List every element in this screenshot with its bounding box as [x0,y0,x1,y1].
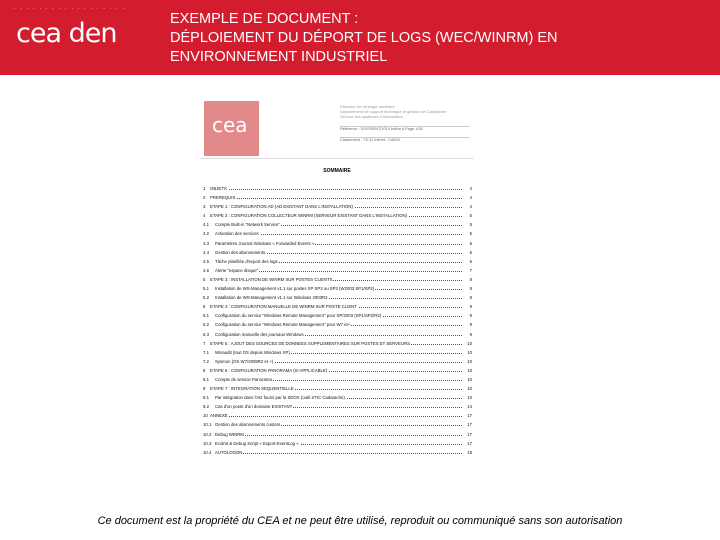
toc-entry [200,293,474,302]
toc-entry [200,330,474,339]
toc-entry-text: Alerte "espace disque" [215,267,259,273]
toc-entry-number: 4.4 [203,249,209,255]
document-cover-header [200,98,474,159]
toc-entry-page: 9 [469,304,472,310]
toc-entry-number: 4 [203,213,206,219]
table-of-contents [200,184,474,457]
toc-entry-page: 10 [467,367,472,373]
toc-entry-number: 4.2 [203,231,209,237]
toc-entry [200,284,474,293]
toc-entry-page: 5 [469,213,472,219]
toc-entry-page: 9 [469,331,472,337]
toc-entry-number: 5 [203,276,206,282]
toc-entry [200,275,474,284]
toc-entry-page: 6 [469,258,472,264]
title-line-3: ENVIRONNEMENT INDUSTRIEL [170,49,388,65]
toc-entry [200,320,474,329]
toc-entry-page: 10 [467,358,472,364]
cover-reference-table [340,126,470,148]
toc-entry [200,229,474,238]
cover-row: Référence : DSI/SSI/NT/2014 Indice A Page 1/18 [340,126,470,137]
toc-entry-number: 1 [203,186,206,191]
title-line-1: EXEMPLE DE DOCUMENT : [170,11,359,27]
toc-entry-number: 8 [203,367,206,373]
cover-row: Classement : TS 41 Intérêt : CADSI [340,137,470,148]
toc-entry-text: Configuration du service "Windows Remote Management" pour XP/2003 (SP1/SP2/R2) [215,313,382,319]
toc-entry-page: 4 [469,195,472,201]
toc-entry-text: PREREQUIS [210,195,236,201]
toc-entry-page: 4 [469,186,472,191]
toc-entry [200,239,474,248]
toc-entry-number: 9 [203,386,206,392]
toc-entry-number: 10.2 [203,431,212,437]
toc-entry-number: 8.1 [203,376,209,382]
toc-entry-number: 4.3 [203,240,209,246]
toc-entry-page: 8 [469,286,472,292]
toc-entry-text: ETAPE 2 : CONFIGURATION COLLECTEUR WINRM (SERVEUR EXISTANT DANS L'INSTALLATION) [210,213,407,219]
toc-entry-page: 14 [467,404,472,410]
toc-entry [200,439,474,448]
toc-entry-text: AUTOLOGON [215,449,243,455]
toc-entry [200,248,474,257]
title-line-2: DÉPLOIEMENT DU DÉPORT DE LOGS (WEC/WINRM) EN [170,30,558,46]
cover-info [340,104,470,119]
cover-logo-text: cea [212,113,248,137]
toc-entry-text: Installation de WS-Management v1.1 sur postes XP SP3 ou SP3 (W2003 SP1/SP2) [215,286,375,292]
toc-entry-text: ETAPE 1 : CONFIGURATION AD (AD EXISTANT DANS L'INSTALLATION) [210,204,353,210]
toc-entry-text: Gestion des abonnements [215,249,266,255]
toc-entry-number: 10.1 [203,422,212,428]
toc-entry-page: 10 [467,349,472,355]
logo-wordmark: cea den [16,18,117,49]
toc-entry-text: Compte de service Panorama [215,376,272,382]
sommaire-title: SOMMAIRE [323,168,351,174]
logo-subtitle: · · · · · · · · · · · · · · · · · · [14,6,126,12]
toc-entry [200,366,474,375]
slide-title [170,10,710,67]
cover-info-line: Direction de l'énergie nucléaire [340,104,395,109]
header-banner [0,0,720,75]
toc-entry-text: ETAPE 6 : CONFIGURATION PANORAMA (SI APPLICABLE) [210,367,328,373]
toc-entry-number: 10.4 [203,449,212,455]
toc-entry-text: OBJETS [210,186,227,191]
toc-entry [200,448,474,457]
toc-entry-text: Cas d'un poste d'un domaine EXISTANT [215,404,293,410]
toc-entry-text: Configuration du service "Windows Remote Management" pour W7 et+ [215,322,351,328]
toc-entry-page: 18 [467,449,472,455]
toc-entry-page: 10 [467,386,472,392]
toc-entry-text: ANNEXE [210,413,228,419]
toc-entry-page: 5 [469,222,472,228]
toc-entry-page: 4 [469,204,472,210]
toc-entry-page: 6 [469,249,472,255]
toc-entry-page: 17 [467,422,472,428]
toc-entry-text: Paramètres Journal Windows « Forwarded Events » [215,240,315,246]
toc-entry-page: 10 [467,340,472,346]
toc-entry-number: 4.1 [203,222,209,228]
toc-entry-text: Winaudit (tout OS depuis Windows XP) [215,349,290,355]
toc-entry-number: 7 [203,340,206,346]
toc-entry [200,202,474,211]
toc-entry-text: Sysmon (OS W7/2008R2 et +) [215,358,274,364]
toc-entry-number: 6.1 [203,313,209,319]
toc-entry [200,311,474,320]
toc-entry-number: 7.2 [203,358,209,364]
toc-entry [200,184,474,193]
toc-entry-page: 17 [467,431,472,437]
toc-entry-text: Par intégration dans l'AD fourni par la SDOX (outil STIC Cadarache) [215,395,345,401]
toc-entry-number: 5.1 [203,286,209,292]
toc-entry-text: ETAPE 4 : CONFIGURATION MANUELLE DE WINRM SUR POSTE CLIENT [210,304,357,310]
toc-entry-number: 7.1 [203,349,209,355]
cover-info-line: Service des systèmes d'information [340,114,403,119]
toc-entry-number: 4.6 [203,267,209,273]
toc-entry-text: Gestion des abonnements custom [215,422,281,428]
toc-entry [200,375,474,384]
toc-entry-page: 6 [469,240,472,246]
toc-entry-page: 17 [467,440,472,446]
toc-entry [200,302,474,311]
toc-entry-page: 5 [469,231,472,237]
toc-entry [200,348,474,357]
toc-entry-text: ETAPE 7 : INTEGRATION SEQUENTIELLE [210,386,294,392]
toc-entry-text: Configuration manuelle des journaux Windows [215,331,304,337]
toc-entry-page: 17 [467,413,472,419]
toc-entry [200,211,474,220]
toc-entry-number: 9.1 [203,395,209,401]
toc-entry-page: 7 [469,267,472,273]
toc-entry-number: 9.2 [203,404,209,410]
cea-den-logo [14,6,154,66]
toc-entry-number: 6.3 [203,331,209,337]
cover-info-line: Département de support technique et gestion de Cadarache [340,109,447,114]
toc-entry-page: 9 [469,322,472,328]
toc-entry-text: Ecolmt & Debug Script « Export-EventLog » [215,440,299,446]
toc-entry-text: Compte Built-in "Network Service" [215,222,280,228]
toc-entry [200,220,474,229]
toc-entry [200,384,474,393]
toc-entry-text: ETAPE 3 : INSTALLATION DE WINRM SUR POSTES CLIENTS [210,276,333,282]
toc-entry [200,266,474,275]
toc-entry-number: 10 [203,413,208,419]
toc-entry-number: 6 [203,304,206,310]
toc-entry [200,402,474,411]
toc-entry [200,420,474,429]
toc-entry [200,357,474,366]
toc-entry-text: Tâche planifiée d'export des logs [215,258,278,264]
toc-entry-number: 10.3 [203,440,212,446]
toc-entry-number: 3 [203,204,206,210]
document-page [200,98,474,492]
toc-entry-number: 2 [203,195,206,201]
toc-entry-number: 6.2 [203,322,209,328]
toc-entry [200,430,474,439]
toc-entry-number: 5.2 [203,295,209,301]
toc-entry-text: Installation de WS-Management v1.1 sur Windows 2003R2 [215,295,328,301]
toc-entry-number: 4.5 [203,258,209,264]
toc-entry-text: Activation des services [215,231,259,237]
toc-entry-page: 9 [469,313,472,319]
cea-cover-logo [204,101,259,156]
toc-entry [200,257,474,266]
toc-entry-page: 10 [467,376,472,382]
toc-entry-text: ETAPE 5 : AJOUT DES SOURCES DE DONNEES SUPPLEMENTAIRES SUR POSTES ET SERVEURS [210,340,410,346]
toc-entry [200,393,474,402]
footer-disclaimer: Ce document est la propriété du CEA et ne peut être utilisé, reproduit ou communiqué sans son autorisation [97,515,623,527]
toc-entry-page: 8 [469,276,472,282]
toc-entry [200,411,474,420]
toc-entry-page: 8 [469,295,472,301]
toc-entry [200,193,474,202]
toc-entry [200,339,474,348]
toc-entry-page: 10 [467,395,472,401]
toc-entry-text: Debug WINRM [215,431,244,437]
